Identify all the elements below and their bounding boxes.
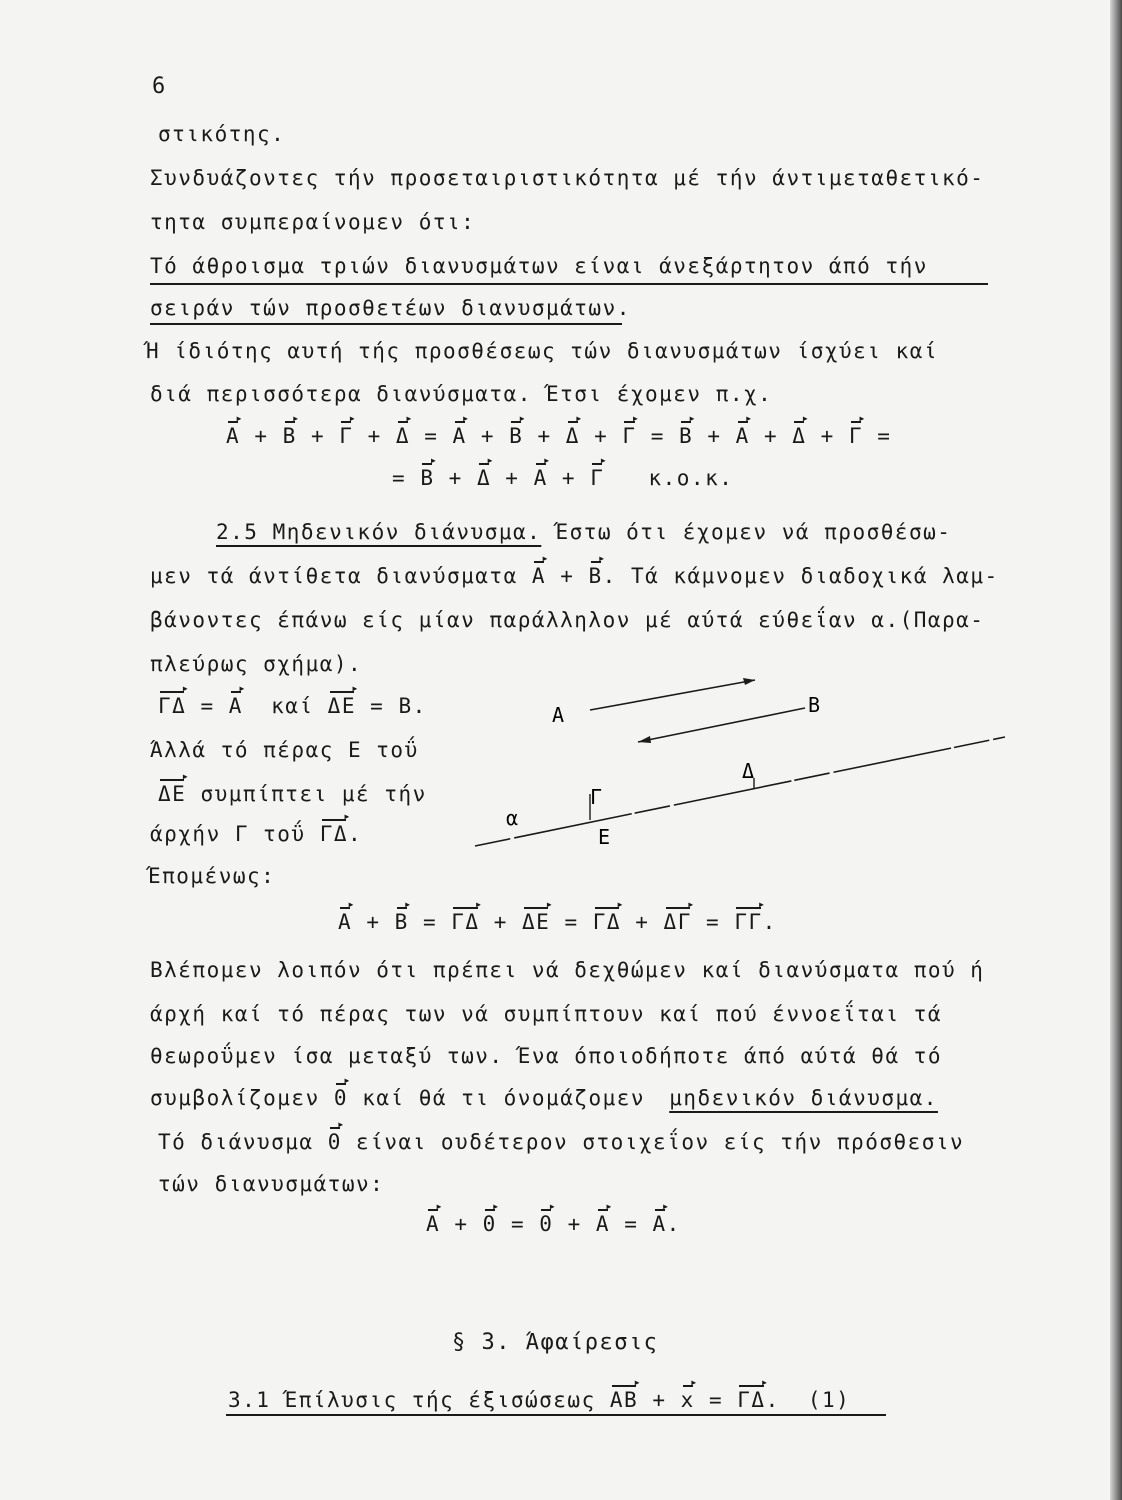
vector-DE: ΔΕ ▸ — [158, 782, 186, 806]
arrow-A-line — [590, 680, 755, 710]
plus: + — [448, 466, 463, 490]
etc-abbrev: κ.ο.κ. — [648, 466, 734, 490]
plus: + — [505, 466, 520, 490]
page-number: 6 — [152, 74, 167, 99]
vector-A: Α ▸ — [532, 564, 546, 588]
line-24-a: Τό διάνυσμα — [158, 1130, 314, 1154]
plus: + — [763, 424, 779, 448]
plus: + — [537, 424, 552, 448]
vector-GG: ΓΓ ▸ — [734, 910, 762, 934]
vector-A: Α ▸ — [653, 1212, 667, 1236]
line-11-end: . Τά κάμνομεν διαδοχικά λαμ- — [602, 564, 999, 588]
line-18: Έπομένως: — [148, 864, 276, 888]
plus: + — [820, 424, 835, 448]
line-3: τητα συμπεραίνομεν ότι: — [150, 210, 476, 234]
plus: + — [493, 910, 508, 934]
line-15: Άλλά τό πέρας Ε τοΰ — [150, 738, 419, 762]
theorem-line-1: Τό άθροισμα τριών διανυσμάτων είναι άνεξάρτητον άπό τήν — [150, 254, 928, 278]
line-10-text: Έστω ότι έχομεν νά προσθέσω- — [541, 520, 952, 544]
vector-D: Δ ▸ — [396, 424, 410, 448]
equals: = — [706, 910, 721, 934]
plus: + — [454, 1212, 469, 1236]
line-11 — [150, 564, 999, 588]
plus: + — [366, 910, 381, 934]
vector-G: Γ ▸ — [339, 424, 353, 448]
line-23-mid: καί θά τι όνομάζομεν — [362, 1086, 646, 1110]
line-13: πλεύρως σχήμα). — [150, 652, 363, 676]
line-23 — [150, 1086, 938, 1110]
equals: = — [422, 910, 438, 934]
line-25: τών διανυσμάτων: — [158, 1172, 385, 1196]
line-17-text: άρχήν Γ τοΰ — [150, 822, 306, 846]
vector-A: Α ▸ — [338, 910, 352, 934]
vector-GD: ΓΔ ▸ — [320, 822, 348, 846]
vector-AB: ΑΒ ▸ — [610, 1388, 638, 1412]
subsection-2-5-line — [216, 520, 951, 544]
line-22: θεωροΰμεν ίσα μεταξύ των. Ένα όποιοδήποτε άπό αύτά θά τό — [150, 1044, 943, 1068]
plus: + — [707, 424, 722, 448]
subsection-2-5-title: 2.5 Μηδενικόν διάνυσμα. — [216, 520, 542, 544]
plus: + — [254, 424, 269, 448]
plus: + — [652, 1388, 667, 1412]
term-zero-vector: μηδενικόν διάνυσμα. — [669, 1086, 938, 1110]
vector-B: Β ▸ — [283, 424, 297, 448]
figure-label-A: Α — [552, 703, 565, 727]
vector-A: Α ▸ — [736, 424, 750, 448]
equals: = — [200, 694, 215, 718]
equals: = — [708, 1388, 724, 1412]
line-12: βάνοντες έπάνω είς μίαν παράλληλον μέ αύτά εύθεΐαν α.(Παρα- — [150, 608, 985, 632]
line-20: Βλέπομεν λοιπόν ότι πρέπει νά δεχθώμεν καί διανύσματα πού ή — [150, 958, 985, 982]
figure-label-B: Β — [808, 693, 821, 717]
vector-GD: ΓΔ ▸ — [737, 1388, 765, 1412]
line-21: άρχή καί τό πέρας των νά συμπίπτουν καί πού έννοεΐται τά — [150, 1002, 943, 1026]
plus: + — [635, 910, 650, 934]
plus: + — [594, 424, 609, 448]
line-alpha — [475, 737, 1005, 846]
subsection-3-1-line: 3.1 Έπίλυσις τής έξισώσεως ΑΒ ▸ + x ▸ = ΓΔ ▸. (1) — [228, 1388, 850, 1412]
equation-sum-line-1 — [226, 424, 891, 448]
line-14: ΓΔ ▸ = Α ▸ καί ΔΕ ▸ = Β. — [158, 694, 427, 718]
vector-G: Γ ▸ — [849, 424, 863, 448]
vector-A: Α ▸ — [534, 466, 548, 490]
equals: = — [877, 424, 892, 448]
vector-GD: ΓΔ ▸ — [451, 910, 479, 934]
subsection-3-1-title: 3.1 Έπίλυσις τής έξισώσεως — [228, 1388, 596, 1412]
equals: = — [564, 910, 579, 934]
line-11-text: μεν τά άντίθετα διανύσματα — [150, 564, 518, 588]
line-1: στικότης. — [158, 122, 286, 146]
vector-DG: ΔΓ ▸ — [664, 910, 692, 934]
vector-D: Δ ▸ — [792, 424, 806, 448]
plus: + — [561, 466, 577, 490]
vector-DE: ΔΕ ▸ — [522, 910, 550, 934]
vector-O: 0 ▸ — [539, 1212, 553, 1236]
theorem-underline-2 — [150, 323, 622, 325]
equation-zero-chain: Α ▸ + Β ▸ = ΓΔ ▸ + ΔΕ ▸ = ΓΔ ▸ + ΔΓ ▸ = ΓΓ ▸. — [338, 910, 777, 934]
plus: + — [567, 1212, 582, 1236]
vector-B: Β ▸ — [589, 564, 603, 588]
figure-label-alpha: α — [506, 806, 519, 830]
line-6: Ή ίδιότης αυτή τής προσθέσεως τών διανυσμάτων ίσχύει καί — [146, 339, 939, 363]
arrow-B-head — [638, 736, 651, 743]
vector-x: x ▸ — [681, 1388, 695, 1412]
vector-GD: ΓΔ ▸ — [593, 910, 621, 934]
equals: = — [370, 694, 385, 718]
vector-A: Α ▸ — [226, 424, 240, 448]
vector-O: 0 ▸ — [328, 1130, 342, 1154]
vector-O: 0 ▸ — [334, 1086, 348, 1110]
vector-B: Β ▸ — [509, 424, 523, 448]
and-word: καί — [271, 694, 314, 718]
equation-number: (1) — [807, 1388, 851, 1412]
arrow-B-line — [638, 708, 805, 742]
line-23-text: συμβολίζομεν — [150, 1086, 320, 1110]
line-7: διά περισσότερα διανύσματα. Έτσι έχομεν π.χ. — [150, 382, 773, 406]
vector-figure — [470, 670, 1030, 860]
arrow-A-head — [743, 678, 755, 685]
vector-DE: ΔΕ ▸ — [328, 694, 356, 718]
vector-B: Β ▸ — [395, 910, 409, 934]
vector-A: Α ▸ — [229, 694, 243, 718]
equals: = — [424, 424, 439, 448]
line-24-b: είναι ουδέτερον στοιχεΐον είς τήν πρόσθεσιν — [356, 1130, 965, 1154]
vector-B-value: Β — [398, 694, 413, 718]
equation-neutral-element: Α ▸ + 0 ▸ = 0 ▸ + Α ▸ = Α ▸. — [426, 1212, 681, 1236]
vector-D: Δ ▸ — [477, 466, 491, 490]
line-24 — [158, 1130, 964, 1154]
figure-label-E: Ε — [598, 825, 611, 849]
figure-label-D: Δ — [742, 759, 755, 783]
subsection-3-1-underline — [226, 1414, 886, 1416]
vector-A: Α ▸ — [453, 424, 467, 448]
equation-sum-line-2 — [392, 466, 733, 490]
equals: = — [624, 1212, 639, 1236]
plus: + — [560, 564, 575, 588]
figure-label-G: Γ — [590, 785, 603, 809]
line-17: άρχήν Γ τοΰ ΓΔ ▸. — [150, 822, 362, 846]
line-16 — [158, 782, 427, 806]
plus: + — [310, 424, 326, 448]
theorem-line-2: σειράν τών προσθετέων διανυσμάτων. — [150, 296, 631, 320]
line-2: Συνδυάζοντες τήν προσεταιριστικότητα μέ τήν άντιμεταθετικό- — [150, 166, 985, 190]
vector-A: Α ▸ — [426, 1212, 440, 1236]
line-16-text: συμπίπτει μέ τήν — [200, 782, 427, 806]
vector-B: Β ▸ — [420, 466, 434, 490]
equals: = — [510, 1212, 526, 1236]
equals: = — [650, 424, 665, 448]
vector-B: Β ▸ — [679, 424, 693, 448]
vector-GD: ΓΔ ▸ — [158, 694, 186, 718]
plus: + — [480, 424, 495, 448]
equals: = — [392, 466, 407, 490]
vector-G: Γ ▸ — [622, 424, 636, 448]
vector-O: 0 ▸ — [483, 1212, 497, 1236]
vector-G: Γ ▸ — [590, 466, 604, 490]
page-edge — [1110, 0, 1122, 1500]
vector-D: Δ ▸ — [566, 424, 580, 448]
vector-A: Α ▸ — [596, 1212, 610, 1236]
plus: + — [367, 424, 382, 448]
theorem-underline-1 — [150, 283, 988, 285]
section-3-heading: § 3. Άφαίρεσις — [452, 1330, 659, 1355]
